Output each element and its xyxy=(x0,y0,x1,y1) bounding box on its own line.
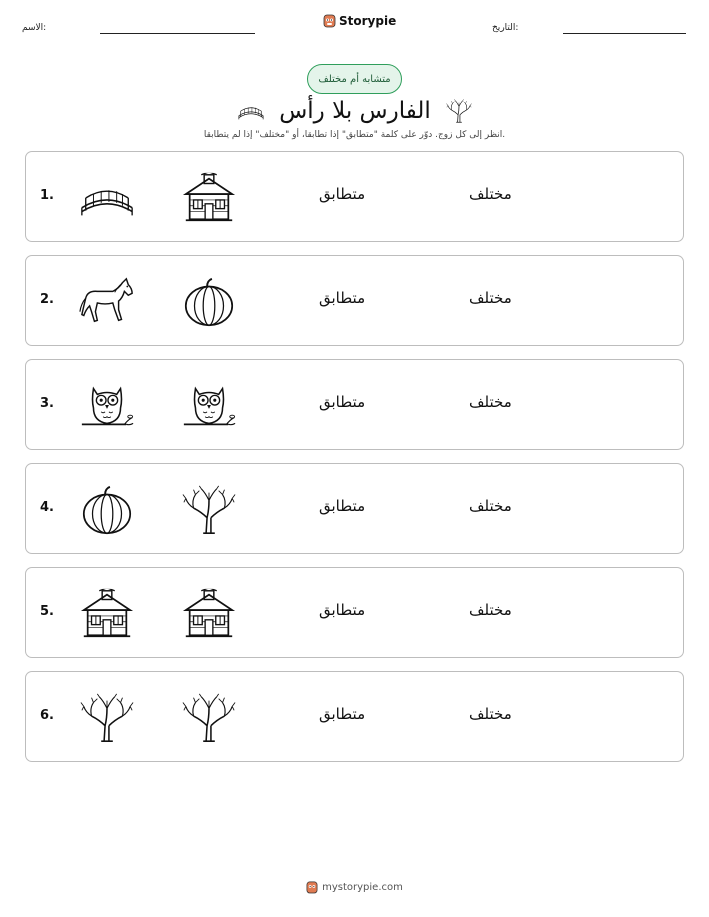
footer xyxy=(0,880,709,894)
same-option[interactable]: متطابق xyxy=(319,705,366,723)
different-option[interactable]: مختلف xyxy=(469,289,512,307)
exercise-row xyxy=(25,567,684,658)
page-title: الفارس بلا رأس xyxy=(279,98,431,124)
instructions: انظر إلى كل زوج. دوّر على كلمة "متطابق" إذا تطابقا، أو "مختلف" إذا لم يتطابقا. xyxy=(203,130,506,140)
row-number: 2. xyxy=(40,292,54,307)
pumpkin-icon xyxy=(180,276,238,328)
same-option[interactable]: متطابق xyxy=(319,393,366,411)
row-number: 6. xyxy=(40,708,54,723)
schoolhouse-icon xyxy=(180,588,238,640)
schoolhouse-icon xyxy=(180,172,238,224)
date-label: التاريخ: xyxy=(492,23,519,33)
same-option[interactable]: متطابق xyxy=(319,601,366,619)
brand-name: Storypie xyxy=(339,13,397,28)
different-option[interactable]: مختلف xyxy=(469,185,512,203)
tree-icon xyxy=(445,97,473,125)
different-option[interactable]: مختلف xyxy=(469,705,512,723)
row-number: 3. xyxy=(40,396,54,411)
storypie-mascot-icon xyxy=(323,13,336,28)
exercise-row xyxy=(25,151,684,242)
owl-icon xyxy=(180,380,238,432)
storypie-mascot-icon xyxy=(306,880,318,894)
different-option[interactable]: مختلف xyxy=(469,601,512,619)
schoolhouse-icon xyxy=(78,588,136,640)
header xyxy=(0,0,709,40)
same-option[interactable]: متطابق xyxy=(319,185,366,203)
same-option[interactable]: متطابق xyxy=(319,289,366,307)
row-number: 1. xyxy=(40,188,54,203)
tree-icon xyxy=(180,692,238,744)
exercise-row xyxy=(25,463,684,554)
different-option[interactable]: مختلف xyxy=(469,393,512,411)
row-number: 5. xyxy=(40,604,54,619)
same-option[interactable]: متطابق xyxy=(319,497,366,515)
exercise-row xyxy=(25,671,684,762)
horse-icon xyxy=(78,276,136,328)
exercise-row xyxy=(25,255,684,346)
bridge-icon xyxy=(237,100,265,122)
different-option[interactable]: مختلف xyxy=(469,497,512,515)
owl-icon xyxy=(78,380,136,432)
name-line[interactable] xyxy=(100,33,255,34)
pumpkin-icon xyxy=(78,484,136,536)
title-row xyxy=(230,94,480,128)
bridge-icon xyxy=(78,172,136,224)
footer-url: mystorypie.com xyxy=(322,881,403,893)
exercise-row xyxy=(25,359,684,450)
tree-icon xyxy=(180,484,238,536)
worksheet-type-badge: متشابه أم مختلف xyxy=(307,64,402,94)
row-number: 4. xyxy=(40,500,54,515)
name-label: الاسم: xyxy=(22,23,47,33)
tree-icon xyxy=(78,692,136,744)
brand-logo xyxy=(323,13,396,28)
date-line[interactable] xyxy=(563,33,686,34)
